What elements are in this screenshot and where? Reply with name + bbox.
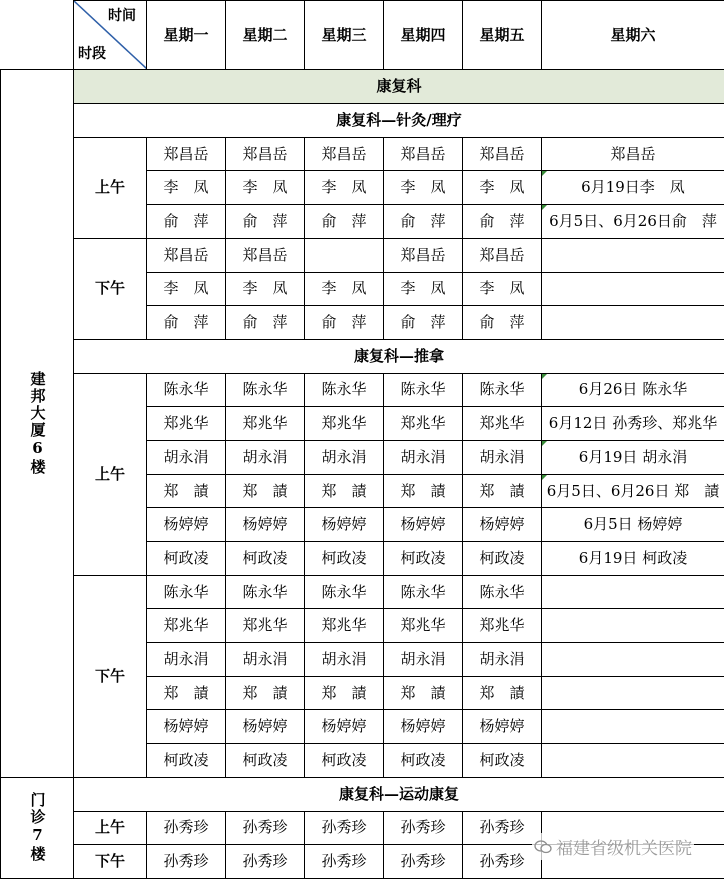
- day-header-tue: 星期二: [226, 1, 305, 70]
- shift-cell-sat: [542, 238, 724, 272]
- shift-cell-tue: 郑 謮: [226, 676, 305, 710]
- shift-cell-wed: 孙秀珍: [305, 811, 384, 845]
- shift-cell-wed: 陈永华: [305, 575, 384, 609]
- shift-cell-sat: 6月26日 陈永华: [542, 373, 724, 407]
- shift-cell-tue: 俞 萍: [226, 306, 305, 340]
- shift-cell-tue: 李 凤: [226, 272, 305, 306]
- shift-cell-mon: 郑兆华: [147, 407, 226, 441]
- shift-cell-thu: 杨婷婷: [384, 710, 463, 744]
- shift-cell-wed: 胡永涓: [305, 440, 384, 474]
- shift-cell-sat: [542, 643, 724, 677]
- shift-cell-wed: 孙秀珍: [305, 845, 384, 879]
- shift-cell-fri: 杨婷婷: [463, 710, 542, 744]
- shift-cell-mon: 胡永涓: [147, 440, 226, 474]
- shift-cell-sat: [542, 744, 724, 778]
- section-title-massage-row: [1, 339, 724, 373]
- shift-cell-tue: 郑昌岳: [226, 137, 305, 171]
- shift-cell-fri: 孙秀珍: [463, 845, 542, 879]
- shift-cell-tue: 李 凤: [226, 171, 305, 205]
- shift-cell-sat: 6月5日、6月26日 郑 謮: [542, 474, 724, 508]
- shift-cell-fri: 郑兆华: [463, 407, 542, 441]
- shift-cell-fri: 郑昌岳: [463, 137, 542, 171]
- corner-period-label: 时段: [78, 46, 106, 63]
- shift-cell-mon: 陈永华: [147, 373, 226, 407]
- corner-cell: [74, 1, 147, 70]
- shift-cell-mon: 李 凤: [147, 272, 226, 306]
- shift-cell-thu: 郑昌岳: [384, 238, 463, 272]
- shift-cell-tue: 俞 萍: [226, 205, 305, 239]
- shift-cell-thu: 陈永华: [384, 373, 463, 407]
- shift-cell-sat: [542, 575, 724, 609]
- shift-cell-thu: 郑兆华: [384, 609, 463, 643]
- section-title-acupuncture-row: [1, 104, 724, 138]
- schedule-row: [1, 575, 724, 609]
- section-title-sports: 康复科—运动康复: [74, 777, 724, 811]
- watermark: [532, 833, 694, 860]
- schedule-row: [1, 137, 724, 171]
- shift-cell-tue: 郑 謮: [226, 474, 305, 508]
- shift-cell-mon: 俞 萍: [147, 205, 226, 239]
- shift-cell-mon: 郑昌岳: [147, 238, 226, 272]
- shift-cell-wed: 柯政凌: [305, 542, 384, 576]
- shift-cell-sat: 郑昌岳: [542, 137, 724, 171]
- shift-cell-mon: 杨婷婷: [147, 508, 226, 542]
- shift-cell-fri: 孙秀珍: [463, 811, 542, 845]
- shift-cell-wed: 俞 萍: [305, 205, 384, 239]
- corner-time-label: 时间: [108, 8, 136, 24]
- shift-cell-wed: 郑昌岳: [305, 137, 384, 171]
- shift-cell-wed: 郑兆华: [305, 609, 384, 643]
- shift-cell-fri: 郑 謮: [463, 474, 542, 508]
- shift-cell-tue: 杨婷婷: [226, 710, 305, 744]
- shift-cell-sat: [542, 710, 724, 744]
- shift-cell-wed: 俞 萍: [305, 306, 384, 340]
- period-pm: 下午: [74, 575, 147, 777]
- shift-cell-thu: 胡永涓: [384, 440, 463, 474]
- shift-cell-thu: 柯政凌: [384, 744, 463, 778]
- shift-cell-wed: 李 凤: [305, 272, 384, 306]
- schedule-row: [1, 238, 724, 272]
- period-am: 上午: [74, 373, 147, 575]
- location-building: 建邦大厦6楼: [1, 70, 74, 777]
- watermark-text: 福建省级机关医院: [556, 839, 692, 859]
- shift-cell-thu: 俞 萍: [384, 205, 463, 239]
- shift-cell-wed: [305, 238, 384, 272]
- section-title-sports-row: [1, 777, 724, 811]
- shift-cell-wed: 郑 謮: [305, 676, 384, 710]
- shift-cell-mon: 郑兆华: [147, 609, 226, 643]
- shift-cell-fri: 李 凤: [463, 171, 542, 205]
- shift-cell-mon: 俞 萍: [147, 306, 226, 340]
- shift-cell-sat: 6月12日 孙秀珍、郑兆华: [542, 407, 724, 441]
- shift-cell-tue: 柯政凌: [226, 744, 305, 778]
- shift-cell-thu: 郑 謮: [384, 474, 463, 508]
- shift-cell-fri: 李 凤: [463, 272, 542, 306]
- day-header-sat: 星期六: [542, 1, 724, 70]
- shift-cell-mon: 郑昌岳: [147, 137, 226, 171]
- shift-cell-tue: 郑兆华: [226, 407, 305, 441]
- day-header-fri: 星期五: [463, 1, 542, 70]
- day-header-wed: 星期三: [305, 1, 384, 70]
- shift-cell-wed: 杨婷婷: [305, 508, 384, 542]
- period-pm: 下午: [74, 845, 147, 879]
- day-header-mon: 星期一: [147, 1, 226, 70]
- shift-cell-tue: 郑兆华: [226, 609, 305, 643]
- shift-cell-tue: 郑昌岳: [226, 238, 305, 272]
- department-row: [1, 70, 724, 104]
- shift-cell-fri: 郑兆华: [463, 609, 542, 643]
- shift-cell-tue: 陈永华: [226, 575, 305, 609]
- shift-cell-tue: 孙秀珍: [226, 811, 305, 845]
- shift-cell-wed: 郑兆华: [305, 407, 384, 441]
- shift-cell-mon: 郑 謮: [147, 676, 226, 710]
- shift-cell-tue: 杨婷婷: [226, 508, 305, 542]
- shift-cell-fri: 柯政凌: [463, 542, 542, 576]
- shift-cell-sat: 6月19日 柯政凌: [542, 542, 724, 576]
- shift-cell-sat: 6月19日李 凤: [542, 171, 724, 205]
- shift-cell-sat: [542, 306, 724, 340]
- shift-cell-mon: 孙秀珍: [147, 845, 226, 879]
- location-clinic: 门诊7楼: [1, 777, 74, 878]
- department-title: 康复科: [74, 70, 724, 104]
- schedule-row: [1, 373, 724, 407]
- shift-cell-mon: 柯政凌: [147, 744, 226, 778]
- shift-cell-wed: 郑 謮: [305, 474, 384, 508]
- shift-cell-fri: 杨婷婷: [463, 508, 542, 542]
- shift-cell-sat: [542, 272, 724, 306]
- shift-cell-fri: 陈永华: [463, 575, 542, 609]
- shift-cell-wed: 李 凤: [305, 171, 384, 205]
- shift-cell-thu: 胡永涓: [384, 643, 463, 677]
- shift-cell-wed: 陈永华: [305, 373, 384, 407]
- shift-cell-tue: 孙秀珍: [226, 845, 305, 879]
- shift-cell-mon: 郑 謮: [147, 474, 226, 508]
- shift-cell-thu: 柯政凌: [384, 542, 463, 576]
- shift-cell-thu: 孙秀珍: [384, 845, 463, 879]
- shift-cell-thu: 李 凤: [384, 272, 463, 306]
- shift-cell-thu: 郑昌岳: [384, 137, 463, 171]
- shift-cell-tue: 胡永涓: [226, 643, 305, 677]
- shift-cell-mon: 柯政凌: [147, 542, 226, 576]
- shift-cell-fri: 郑昌岳: [463, 238, 542, 272]
- shift-cell-mon: 陈永华: [147, 575, 226, 609]
- day-header-thu: 星期四: [384, 1, 463, 70]
- shift-cell-wed: 胡永涓: [305, 643, 384, 677]
- shift-cell-sat: [542, 609, 724, 643]
- shift-cell-thu: 俞 萍: [384, 306, 463, 340]
- shift-cell-sat: 6月5日 杨婷婷: [542, 508, 724, 542]
- shift-cell-fri: 胡永涓: [463, 643, 542, 677]
- shift-cell-tue: 柯政凌: [226, 542, 305, 576]
- shift-cell-sat: [542, 676, 724, 710]
- shift-cell-thu: 郑兆华: [384, 407, 463, 441]
- shift-cell-tue: 陈永华: [226, 373, 305, 407]
- shift-cell-fri: 胡永涓: [463, 440, 542, 474]
- section-title-acupuncture: 康复科—针灸/理疗: [74, 104, 724, 138]
- shift-cell-mon: 孙秀珍: [147, 811, 226, 845]
- period-am: 上午: [74, 811, 147, 845]
- shift-cell-fri: 陈永华: [463, 373, 542, 407]
- shift-cell-sat: 6月19日 胡永涓: [542, 440, 724, 474]
- shift-cell-thu: 陈永华: [384, 575, 463, 609]
- shift-cell-mon: 胡永涓: [147, 643, 226, 677]
- shift-cell-tue: 胡永涓: [226, 440, 305, 474]
- shift-cell-thu: 郑 謮: [384, 676, 463, 710]
- section-title-massage: 康复科—推拿: [74, 339, 724, 373]
- shift-cell-thu: 李 凤: [384, 171, 463, 205]
- shift-cell-wed: 杨婷婷: [305, 710, 384, 744]
- shift-cell-thu: 孙秀珍: [384, 811, 463, 845]
- shift-cell-fri: 俞 萍: [463, 205, 542, 239]
- shift-cell-thu: 杨婷婷: [384, 508, 463, 542]
- period-am: 上午: [74, 137, 147, 238]
- shift-cell-fri: 郑 謮: [463, 676, 542, 710]
- shift-cell-wed: 柯政凌: [305, 744, 384, 778]
- period-pm: 下午: [74, 238, 147, 339]
- wechat-icon: [534, 839, 552, 859]
- shift-cell-fri: 柯政凌: [463, 744, 542, 778]
- shift-cell-mon: 李 凤: [147, 171, 226, 205]
- shift-cell-sat: 6月5日、6月26日俞 萍: [542, 205, 724, 239]
- shift-cell-mon: 杨婷婷: [147, 710, 226, 744]
- shift-cell-fri: 俞 萍: [463, 306, 542, 340]
- header-row: [1, 1, 724, 70]
